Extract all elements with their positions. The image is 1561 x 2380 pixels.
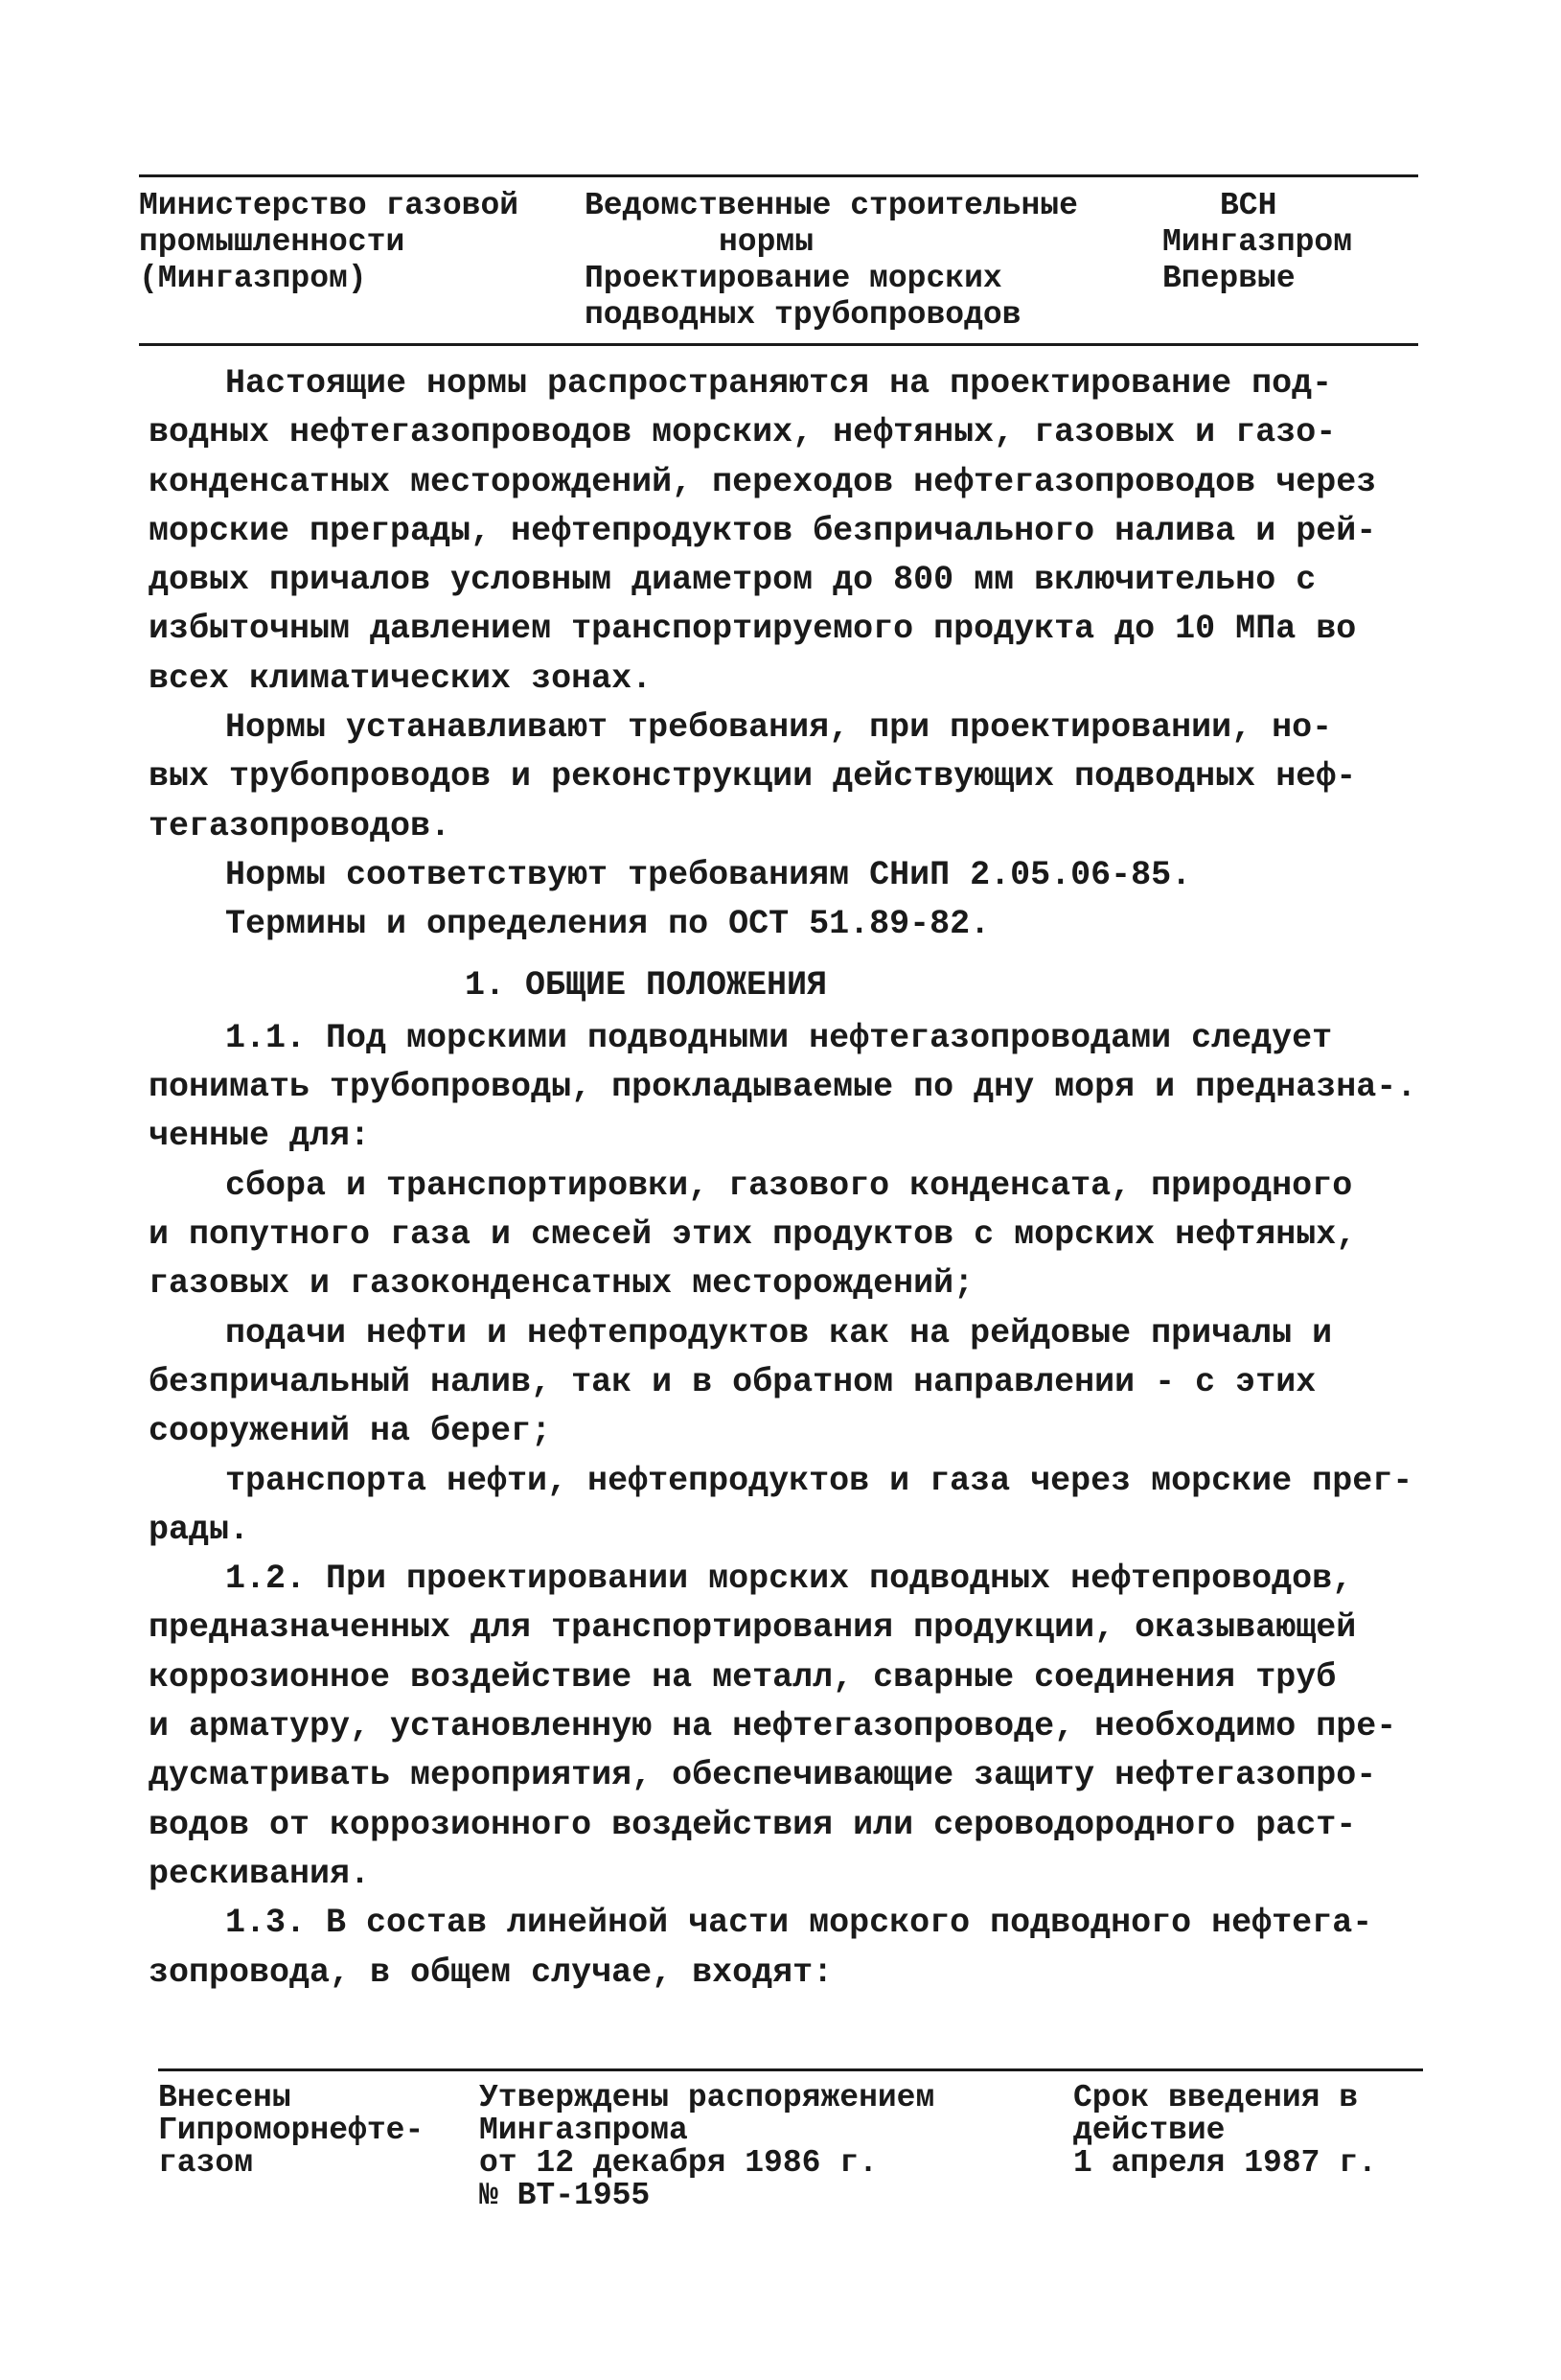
body-line: Настоящие нормы распространяются на проектирование под- (225, 364, 1333, 403)
body-line: 1.2. При проектировании морских подводных нефтепроводов, (225, 1560, 1353, 1599)
body-line: конденсатных месторождений, переходов нефтегазопроводов через (149, 462, 1377, 501)
body-line: зопровода, в общем случае, входят: (149, 1953, 834, 1992)
footer-effective-line: Срок введения в (1073, 2080, 1359, 2115)
header-ministry-line: промышленности (139, 224, 405, 260)
body-line: понимать трубопроводы, прокладываемые по дну моря и предназна-. (149, 1068, 1417, 1107)
body-line: коррозионное воздействие на металл, сварные соединения труб (149, 1657, 1337, 1697)
body-line: тегазопроводов. (149, 806, 451, 845)
body-line: предназначенных для транспортирования продукции, оказывающей (149, 1608, 1357, 1648)
footer-introduced-line: Внесены (158, 2080, 291, 2115)
footer-approved-line: от 12 декабря 1986 г. (479, 2145, 878, 2181)
footer-introduced-line: Гипроморнефте- (158, 2113, 425, 2148)
body-line: газовых и газоконденсатных месторождений; (149, 1264, 975, 1304)
body-line: избыточным давлением транспортируемого продукта до 10 МПа во (149, 610, 1357, 649)
header-top-rule (139, 174, 1418, 177)
footer-effective-line: 1 апреля 1987 г. (1073, 2145, 1377, 2181)
footer-approved-line: Утверждены распоряжением (479, 2080, 935, 2115)
header-code-line: Мингазпром (1162, 224, 1353, 260)
footer-introduced (158, 2082, 424, 2180)
body-line: Нормы соответствуют требованиям СНиП 2.05.06-85. (225, 855, 1192, 894)
header-title-line: Проектирование морских (585, 261, 1002, 296)
footer-top-rule (158, 2068, 1423, 2071)
document-header (139, 188, 1418, 336)
body-line: транспорта нефти, нефтепродуктов и газа через морские прег- (225, 1461, 1413, 1500)
header-code-line: Впервые (1162, 261, 1296, 296)
body-line: и арматуру, установленную на нефтегазопроводе, необходимо пре- (149, 1707, 1397, 1746)
footer-approved-line: Мингазпрома (479, 2113, 688, 2148)
header-code-line: ВСН (1220, 188, 1277, 223)
header-title (585, 188, 1078, 334)
body-line: 1.1. Под морскими подводными нефтегазопроводами следует (225, 1018, 1333, 1057)
body-line: сбора и транспортировки, газового конденсата, природного (225, 1166, 1353, 1205)
footer-introduced-line: газом (158, 2145, 254, 2181)
body-line: довых причалов условным диаметром до 800 мм включительно с (149, 561, 1317, 600)
body-line: всех климатических зонах. (149, 659, 653, 698)
header-title-line: подводных трубопроводов (585, 297, 1022, 333)
body-line: морские преграды, нефтепродуктов безпричального налива и рей- (149, 511, 1377, 550)
header-ministry (139, 188, 518, 297)
body-line: ченные для: (149, 1117, 371, 1156)
footer-effective-date (1073, 2082, 1377, 2180)
footer-effective-line: действие (1073, 2113, 1226, 2148)
document-footer (158, 2080, 1423, 2213)
body-line: водных нефтегазопроводов морских, нефтяных, газовых и газо- (149, 413, 1337, 452)
body-line: Термины и определения по ОСТ 51.89-82. (225, 905, 991, 944)
document-body (149, 359, 1423, 1998)
section-heading: 1. ОБЩИЕ ПОЛОЖЕНИЯ (465, 965, 828, 1005)
body-line: и попутного газа и смесей этих продуктов с морских нефтяных, (149, 1215, 1357, 1255)
body-line: дусматривать мероприятия, обеспечивающие защиту нефтегазопро- (149, 1756, 1377, 1795)
body-line: подачи нефти и нефтепродуктов как на рейдовые причалы и (225, 1313, 1333, 1352)
header-code (1162, 188, 1352, 297)
header-title-line: Ведомственные строительные (585, 188, 1078, 223)
body-line: 1.3. В состав линейной части морского подводного нефтега- (225, 1904, 1373, 1943)
footer-approved-line: № ВТ-1955 (479, 2178, 651, 2213)
header-ministry-line: Министерство газовой (139, 188, 519, 223)
body-line: безпричальный налив, так и в обратном направлении - с этих (149, 1362, 1317, 1401)
footer-approved (479, 2082, 934, 2212)
body-line: рады. (149, 1510, 250, 1549)
header-ministry-line: (Мингазпром) (139, 261, 367, 296)
body-line: водов от коррозионного воздействия или сероводородного раст- (149, 1805, 1357, 1844)
body-line: сооружений на берег; (149, 1412, 552, 1451)
body-line: вых трубопроводов и реконструкции действующих подводных неф- (149, 757, 1357, 797)
body-line: Нормы устанавливают требования, при проектировании, но- (225, 708, 1333, 748)
body-line: рескивания. (149, 1854, 371, 1893)
header-title-line: нормы (719, 224, 815, 260)
header-bottom-rule (139, 343, 1418, 346)
